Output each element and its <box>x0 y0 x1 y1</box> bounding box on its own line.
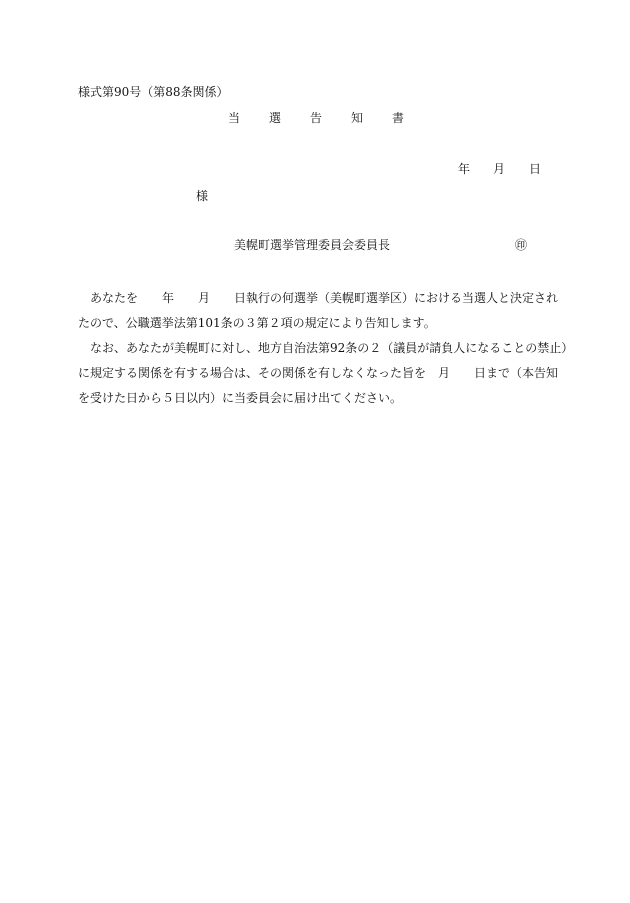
seal-mark: ㊞ <box>515 238 528 252</box>
addressee-suffix: 様 <box>196 189 209 203</box>
title-char: 告 <box>310 111 323 125</box>
title-char: 選 <box>269 111 282 125</box>
date-year: 年 <box>458 162 471 176</box>
date-month: 月 <box>493 162 506 176</box>
body-line: たので、公職選挙法第101条の３第２項の規定により告知します。 <box>78 316 436 330</box>
issuer-title: 美幌町選挙管理委員会委員長 <box>234 238 391 252</box>
title-char: 書 <box>392 111 405 125</box>
title-char: 知 <box>351 111 364 125</box>
date-day: 日 <box>529 162 542 176</box>
body-line: に規定する関係を有する場合は、その関係を有しなくなった旨を 月 日まで（本告知 <box>78 366 559 380</box>
title-char: 当 <box>228 111 241 125</box>
form-label: 様式第90号（第88条関係） <box>78 85 229 99</box>
body-line: なお、あなたが美幌町に対し、地方自治法第92条の２（議員が請負人になることの禁止） <box>78 341 574 355</box>
body-line: あなたを 年 月 日執行の何選挙（美幌町選挙区）における当選人と決定され <box>78 291 559 305</box>
body-line: を受けた日から５日以内）に当委員会に届け出てください。 <box>78 391 403 405</box>
